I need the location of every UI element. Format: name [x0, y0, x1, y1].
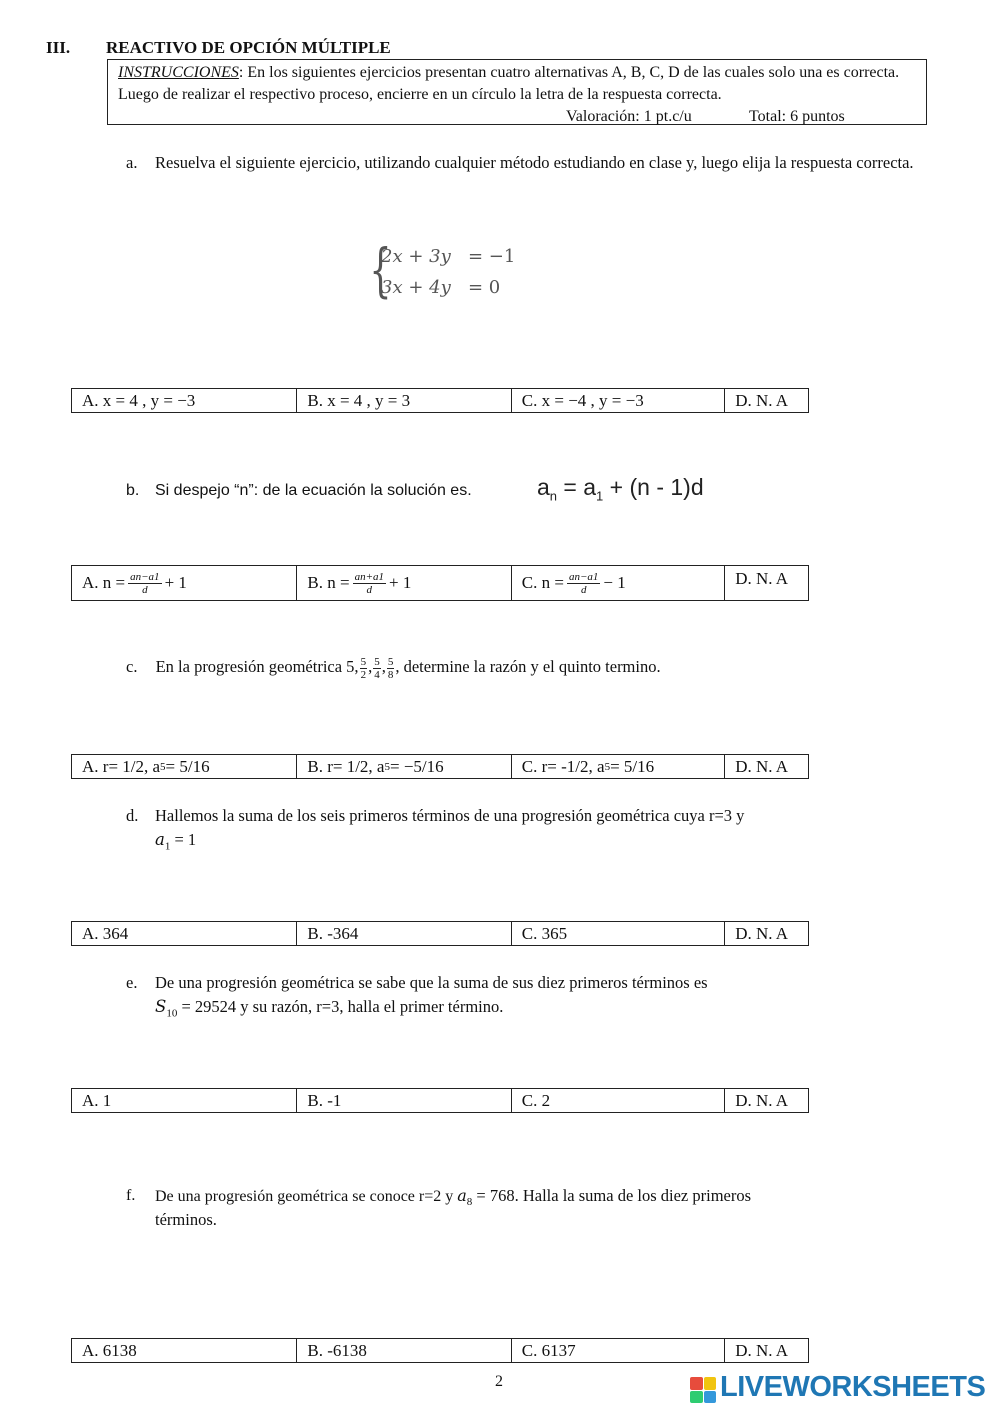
question-text-2: términos.	[155, 1210, 217, 1229]
section-title: REACTIVO DE OPCIÓN MÚLTIPLE	[106, 38, 391, 57]
question-label: a.	[126, 153, 138, 172]
answers-c	[71, 754, 809, 779]
question-b-label: b.	[126, 482, 140, 499]
option-a[interactable]: A. 364	[72, 922, 297, 945]
option-a[interactable]: A. n = $\frac{an-a1}{d}$ + 1	[72, 566, 297, 600]
formula-b: $a_n = a_1 + (n - 1)d$	[537, 474, 704, 504]
option-a[interactable]: A. 1	[72, 1089, 297, 1112]
option-c[interactable]: C. 2	[512, 1089, 725, 1112]
answers-a	[71, 388, 809, 413]
option-c[interactable]: C. 365	[512, 922, 725, 945]
question-text: Resuelva el siguiente ejercicio, utilizando cualquier método estudiando en clase y, luego elija la respuesta correcta.	[155, 153, 914, 172]
question-text: Hallemos la suma de los seis primeros términos de una progresión geométrica cuya r=3 y	[155, 806, 745, 825]
answers-e	[71, 1088, 809, 1113]
total-points: Total: 6 puntos	[749, 108, 845, 125]
option-b[interactable]: B. -6138	[297, 1339, 511, 1362]
option-d[interactable]: D. N. A	[735, 569, 789, 588]
question-text-2: $a_1 = 1$	[155, 830, 197, 853]
instructions-label: INSTRUCCIONES	[118, 64, 239, 81]
section-number: III.	[46, 38, 71, 57]
question-label: d.	[126, 806, 139, 825]
answers-b	[71, 565, 809, 601]
question-label: f.	[126, 1187, 136, 1204]
option-c[interactable]: C. x = −4 , y = −3	[512, 389, 725, 412]
answers-d	[71, 921, 809, 946]
option-d[interactable]: D. N. A	[735, 1090, 789, 1110]
instructions-text: : En los siguientes ejercicios presentan cuatro alternativas A, B, C, D de las cuales solo una es correcta. Luego de realizar el respectivo proceso, encierre en un círculo la letra de la respuesta correcta.	[118, 64, 900, 103]
option-b[interactable]: B. n = $\frac{an+a1}{d}$ + 1	[297, 566, 511, 600]
option-b[interactable]: B. x = 4 , y = 3	[297, 389, 511, 412]
eq2-rhs: = 0	[468, 277, 501, 298]
liveworksheets-logo-icon	[690, 1377, 716, 1403]
valoracion: Valoración: 1 pt.c/u	[566, 108, 692, 125]
question-label: c.	[126, 657, 138, 676]
page-number: 2	[495, 1373, 503, 1390]
eq2-lhs: 3x + 4y	[381, 277, 451, 298]
question-c: c. En la progresión geométrica 5, $\frac{5}{2}$ , $\frac{5}{4}$ , $\frac{5}{8}$ , determine la razón y el quinto termino.	[126, 655, 661, 681]
option-d[interactable]: D. N. A	[735, 923, 789, 943]
option-a[interactable]: A. x = 4 , y = −3	[72, 389, 297, 412]
option-c[interactable]: C. n = $\frac{an-a1}{d}$ − 1	[512, 566, 725, 600]
option-b[interactable]: B. r= 1/2, a 5 = −5/16	[297, 755, 511, 778]
option-d[interactable]: D. N. A	[735, 756, 789, 776]
system-brace: {	[369, 236, 392, 304]
question-label: e.	[126, 973, 138, 992]
option-a[interactable]: A. 6138	[72, 1339, 297, 1362]
eq1-lhs: 2x + 3y	[381, 246, 451, 267]
answers-f	[71, 1338, 809, 1363]
option-d[interactable]: D. N. A	[735, 1340, 789, 1360]
eq1-rhs: = −1	[468, 246, 516, 267]
question-text-2: $S_{10} = 29524$ y su razón, r=3, halla el primer término.	[155, 997, 504, 1020]
option-b[interactable]: B. -1	[297, 1089, 511, 1112]
question-text: De una progresión geométrica se conoce r=2 y $a_8 = 768$. Halla la suma de los diez primeros	[155, 1186, 752, 1209]
question-b-text: Si despejo “n”: de la ecuación la solución es.	[155, 482, 472, 499]
option-c[interactable]: C. r= -1/2, a 5 = 5/16	[512, 755, 725, 778]
option-b[interactable]: B. -364	[297, 922, 511, 945]
option-c[interactable]: C. 6137	[512, 1339, 725, 1362]
instructions-box	[107, 59, 927, 125]
question-text: De una progresión geométrica se sabe que la suma de sus diez primeros términos es	[155, 973, 708, 992]
option-a[interactable]: A. r= 1/2, a 5 = 5/16	[72, 755, 297, 778]
option-d[interactable]: D. N. A	[735, 390, 789, 410]
brand-logo[interactable]: LIVEWORKSHEETS	[720, 1371, 986, 1403]
